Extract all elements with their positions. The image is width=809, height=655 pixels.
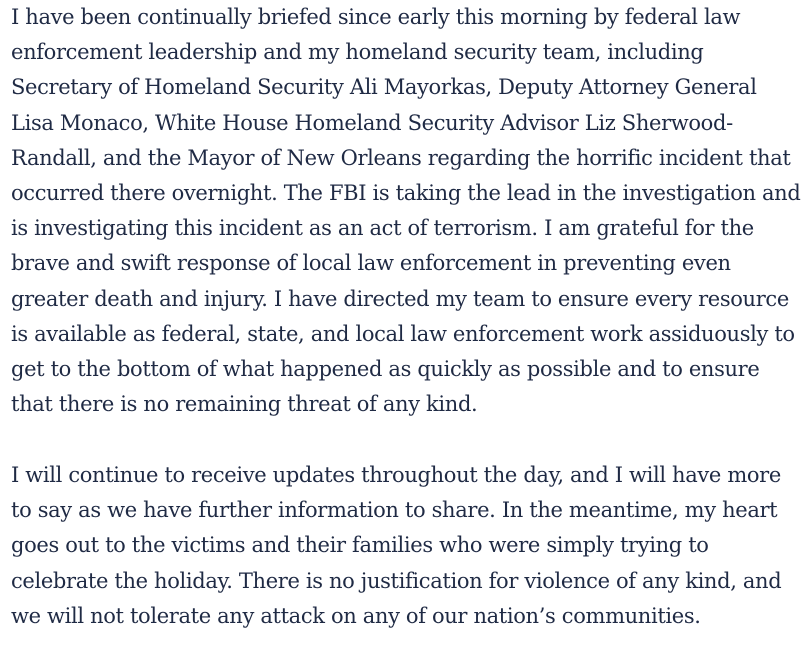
statement-body xyxy=(11,0,801,634)
statement-paragraph: I will continue to receive updates throughout the day, and I will have more to say as we have further information to share. In the meantime, my heart goes out to the victims and their families who were simply trying to celebrate the holiday. There is no justification for violence of any kind, and we will not tolerate any attack on any of our nation’s communities. xyxy=(11,462,782,628)
statement-paragraph: I have been continually briefed since early this morning by federal law enforcement leadership and my homeland security team, including Secretary of Homeland Security Ali Mayorkas, Deputy Attorney General Lisa Monaco, White House Homeland Security Advisor Liz Sherwood-Randall, and the Mayor of New Orleans regarding the horrific incident that occurred there overnight. The FBI is taking the lead in the investigation and is investigating this incident as an act of terrorism. I am grateful for the brave and swift response of local law enforcement in preventing even greater death and injury. I have directed my team to ensure every resource is available as federal, state, and local law enforcement work assiduously to get to the bottom of what happened as quickly as possible and to ensure that there is no remaining threat of any kind. xyxy=(11,5,801,417)
